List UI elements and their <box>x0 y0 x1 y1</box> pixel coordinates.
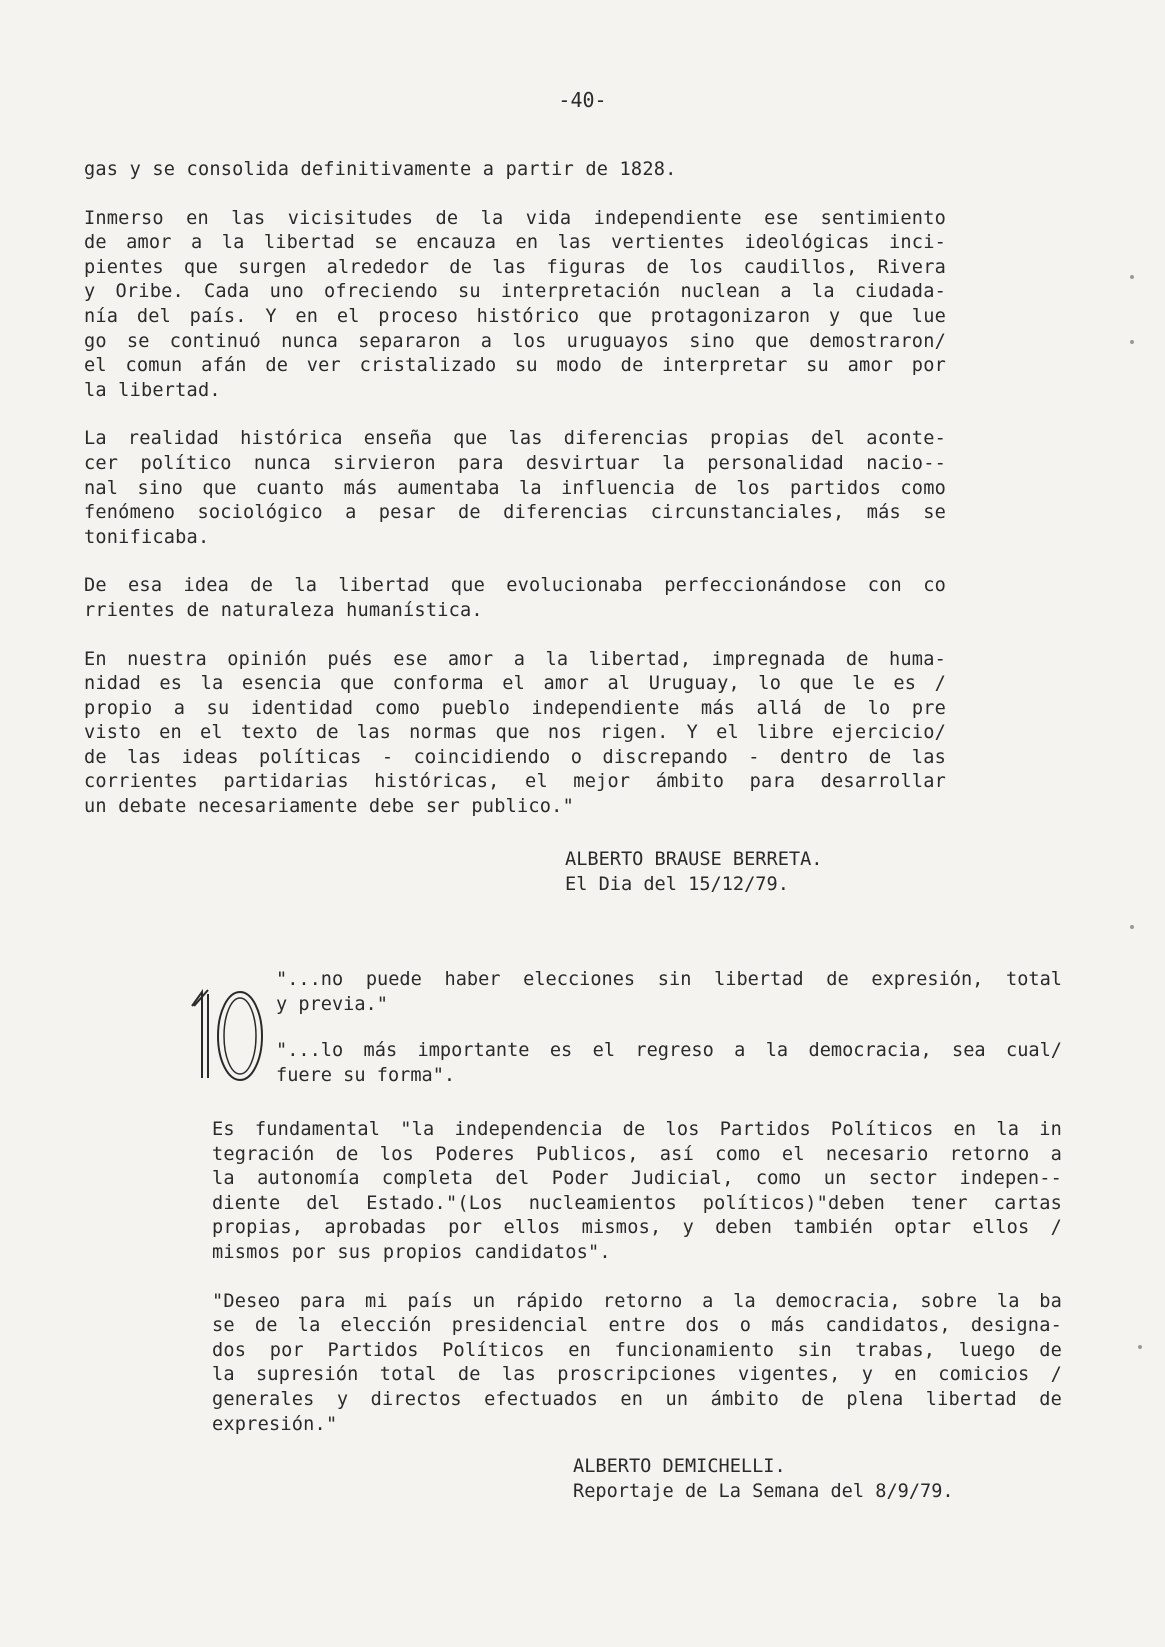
text-line: tonificaba. <box>84 526 210 548</box>
paragraph <box>84 648 946 820</box>
paragraph <box>84 574 946 623</box>
text-line: la libertad. <box>84 379 221 401</box>
text-line: la supresión total de las proscripciones vigentes, y en comicios / <box>212 1364 1062 1386</box>
text-line: y Oribe. Cada uno ofreciendo su interpretación nuclean a la ciudada- <box>84 281 946 303</box>
text-line: un debate necesariamente debe ser publico." <box>84 796 574 818</box>
text-line: nal sino que cuanto más aumentaba la influencia de los partidos como <box>84 477 946 499</box>
text-line: tegración de los Poderes Publicos, así como el necesario retorno a <box>212 1143 1062 1165</box>
scan-speck <box>1138 1345 1142 1349</box>
text-line: propio a su identidad como pueblo independiente más allá de lo pre <box>84 697 946 719</box>
text-line: pientes que surgen alrededor de las figuras de los caudillos, Rivera <box>84 256 946 278</box>
signature-source: Reportaje de La Semana del 8/9/79. <box>573 1480 954 1502</box>
text-line: "Deseo para mi país un rápido retorno a la democracia, sobre la ba <box>212 1290 1062 1312</box>
text-line: Inmerso en las vicisitudes de la vida independiente ese sentimiento <box>84 207 946 229</box>
text-line: la autonomía completa del Poder Judicial, como un sector indepen-- <box>212 1168 1062 1190</box>
text-line: corrientes partidarias históricas, el mejor ámbito para desarrollar <box>84 771 946 793</box>
text-line: se de la elección presidencial entre dos o más candidatos, designa- <box>212 1315 1062 1337</box>
text-line: diente del Estado."(Los nucleamientos políticos)"deben tener cartas <box>212 1192 1062 1214</box>
text-line: de las ideas políticas - coincidiendo o discrepando - dentro de las <box>84 746 946 768</box>
signature-brause <box>565 848 822 897</box>
signature-name: ALBERTO DEMICHELLI. <box>573 1456 786 1477</box>
signature-name: ALBERTO BRAUSE BERRETA. <box>565 849 823 870</box>
text-line: "...lo más importante es el regreso a la democracia, sea cual/ <box>276 1040 1062 1062</box>
second-text-section <box>212 1118 1062 1437</box>
text-line: generales y directos efectuados en un ámbito de plena libertad de <box>212 1388 1062 1410</box>
text-line: mismos por sus propios candidatos". <box>212 1241 611 1263</box>
text-line: nía del país. Y en el proceso histórico que protagonizaron y que lue <box>84 305 946 327</box>
text-line: rrientes de naturaleza humanística. <box>84 599 483 621</box>
text-line: de amor a la libertad se encauza en las vertientes ideológicas inci- <box>84 232 946 254</box>
scan-speck <box>1130 275 1134 279</box>
paragraph <box>84 207 946 404</box>
paragraph <box>212 1118 1062 1266</box>
scan-speck <box>1130 925 1134 929</box>
signature-demichelli <box>573 1455 954 1504</box>
text-line: dos por Partidos Políticos en funcionamiento sin trabas, luego de <box>212 1339 1062 1361</box>
section-number-10 <box>188 982 278 1082</box>
text-line: y previa." <box>276 993 388 1015</box>
paragraph <box>212 1290 1062 1438</box>
text-line: gas y se consolida definitivamente a partir de 1828. <box>84 159 677 180</box>
text-line: el comun afán de ver cristalizado su modo de interpretar su amor por <box>84 355 946 377</box>
section-number-text: 10 <box>188 982 190 983</box>
quote <box>276 1039 1062 1088</box>
text-line: propias, aprobadas por ellos mismos, y deben también optar ellos / <box>212 1217 1062 1239</box>
signature-source: El Dia del 15/12/79. <box>565 873 789 895</box>
quotes-section <box>276 968 1062 1088</box>
text-line: La realidad histórica enseña que las diferencias propias del aconte- <box>84 428 946 450</box>
scan-speck <box>1130 340 1134 344</box>
text-line: De esa idea de la libertad que evolucionaba perfeccionándose con co <box>84 575 946 597</box>
text-line: go se continuó nunca separaron a los uruguayos sino que demostraron/ <box>84 330 946 352</box>
text-line: "...no puede haber elecciones sin libertad de expresión, total <box>276 969 1062 990</box>
main-text-section <box>84 158 946 820</box>
page-number: -40- <box>558 88 607 112</box>
text-line: nidad es la esencia que conforma el amor al Uruguay, lo que le es / <box>84 673 946 695</box>
text-line: Es fundamental "la independencia de los Partidos Políticos en la in <box>212 1119 1062 1140</box>
paragraph <box>84 158 946 183</box>
quote <box>276 968 1062 1017</box>
text-line: fenómeno sociológico a pesar de diferencias circunstanciales, más se <box>84 502 946 524</box>
text-line: En nuestra opinión pués ese amor a la libertad, impregnada de huma- <box>84 648 946 670</box>
text-line: cer político nunca sirvieron para desvirtuar la personalidad nacio-- <box>84 452 946 474</box>
paragraph <box>84 427 946 550</box>
text-line: visto en el texto de las normas que nos rigen. Y el libre ejercicio/ <box>84 722 946 744</box>
text-line: expresión." <box>212 1413 338 1435</box>
text-line: fuere su forma". <box>276 1064 456 1086</box>
